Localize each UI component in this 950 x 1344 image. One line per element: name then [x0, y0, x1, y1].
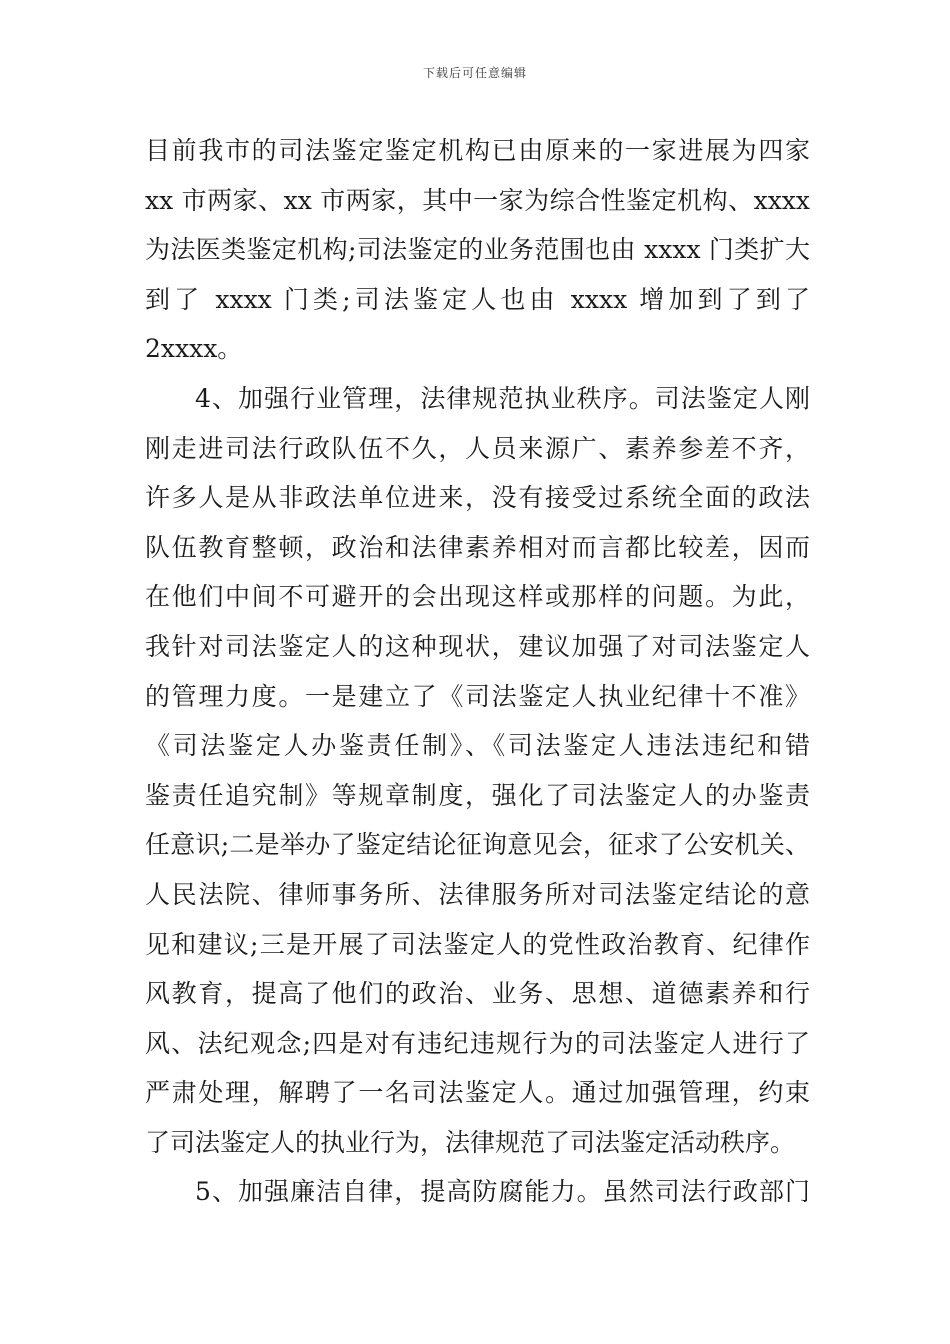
paragraph-line: 了司法鉴定人的执业行为，法律规范了司法鉴定活动秩序。	[145, 1127, 796, 1157]
paragraph-line: 许多人是从非政法单位进来，没有接受过系统全面的政法	[145, 483, 810, 513]
paragraph-line: 《司法鉴定人办鉴责任制》、《司法鉴定人违法违纪和错	[145, 731, 810, 761]
paragraph-line: xx 市两家、xx 市两家，其中一家为综合性鉴定机构、xxxx	[145, 185, 810, 215]
paragraph-line: 队伍教育整顿，政治和法律素养相对而言都比较差，因而	[145, 532, 810, 562]
document-body	[145, 126, 810, 1217]
paragraph-line: 见和建议;三是开展了司法鉴定人的党性政治教育、纪律作	[145, 929, 810, 959]
paragraph-line: 任意识;二是举办了鉴定结论征询意见会，征求了公安机关、	[145, 830, 810, 860]
page-header: 下载后可任意编辑	[422, 66, 527, 80]
paragraph-line: 刚走进司法行政队伍不久，人员来源广、素养参差不齐，	[145, 433, 810, 463]
paragraph-line: 目前我市的司法鉴定鉴定机构已由原来的一家进展为四家	[145, 136, 810, 165]
paragraph-line: 鉴责任追究制》等规章制度，强化了司法鉴定人的办鉴责	[145, 780, 810, 810]
paragraph-line: 到了 xxxx 门类;司法鉴定人也由 xxxx 增加到了到了	[145, 284, 810, 314]
paragraph-line: 2xxxx。	[145, 334, 243, 364]
paragraph-line: 风教育，提高了他们的政治、业务、思想、道德素养和行	[145, 979, 810, 1009]
paragraph-line: 我针对司法鉴定人的这种现状，建议加强了对司法鉴定人	[145, 631, 810, 661]
paragraph-line: 风、法纪观念;四是对有违纪违规行为的司法鉴定人进行了	[145, 1028, 810, 1058]
paragraph-line: 严肃处理，解聘了一名司法鉴定人。通过加强管理，约束	[145, 1078, 810, 1108]
paragraph-line: 4、加强行业管理，法律规范执业秩序。司法鉴定人刚	[195, 383, 810, 413]
paragraph-line: 5、加强廉洁自律，提高防腐能力。虽然司法行政部门	[195, 1177, 810, 1207]
paragraph-line: 人民法院、律师事务所、法律服务所对司法鉴定结论的意	[145, 879, 810, 909]
paragraph-line: 的管理力度。一是建立了《司法鉴定人执业纪律十不准》	[145, 681, 810, 711]
paragraph-line: 为法医类鉴定机构;司法鉴定的业务范围也由 xxxx 门类扩大	[145, 235, 810, 265]
paragraph-line: 在他们中间不可避开的会出现这样或那样的问题。为此，	[145, 582, 810, 612]
